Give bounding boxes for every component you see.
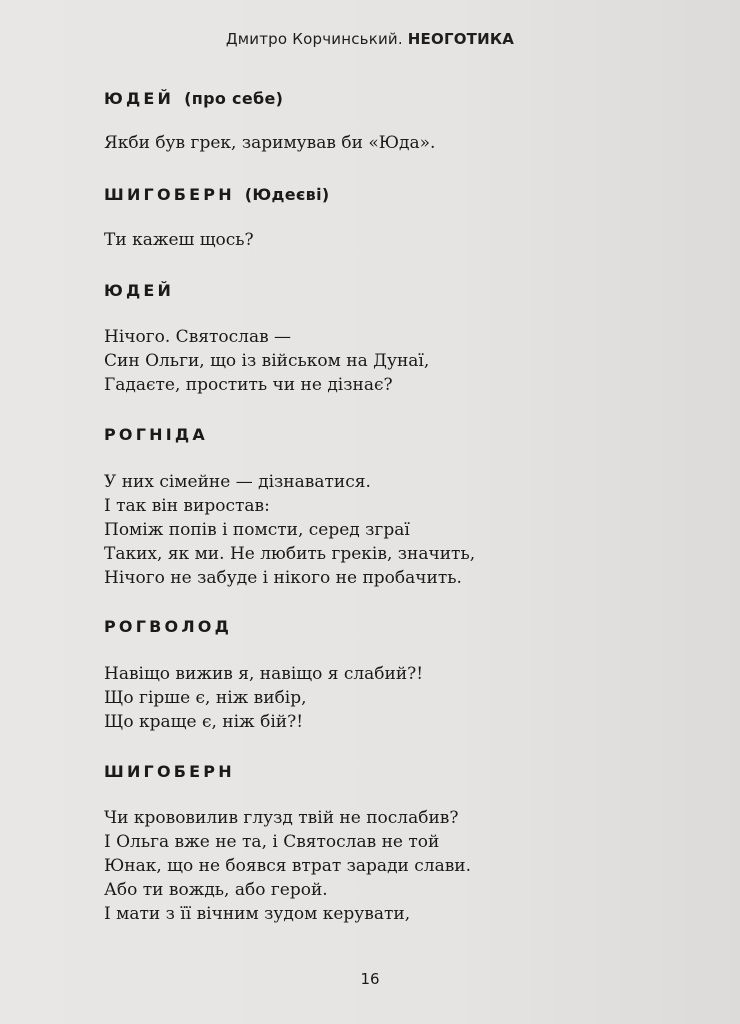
verse-line: Юнак, що не боявся втрат заради слави. [104,856,472,876]
running-header [0,30,740,48]
verse-line: Чи крововилив глузд твій не послабив? [104,808,459,828]
speaker-name: ШИГОБЕРН [104,185,235,204]
speaker-heading [104,617,232,636]
speaker-name: ЮДЕЙ [104,89,175,108]
verse-line: Навіщо вижив я, навіщо я слабий?! [104,664,424,684]
speaker-name: РОГВОЛОД [104,617,233,636]
speaker-name: ШИГОБЕРН [104,762,235,781]
speaker-name: ЮДЕЙ [104,281,175,300]
verse-line: Гадаєте, простить чи не дізнає? [104,375,393,395]
speaker-heading [104,185,329,204]
speaker-heading [104,762,235,781]
stage-direction: (про себе) [184,89,284,108]
verse-line: Син Ольги, що із військом на Дунаї, [104,351,430,371]
stanza [104,228,254,252]
header-title: НЕОГОТИКА [407,30,515,48]
speaker-heading [104,89,283,108]
verse-line: Або ти вождь, або герой. [104,880,328,900]
verse-line: Що гірше є, ніж вибір, [104,688,307,708]
speaker-heading [104,425,208,444]
stanza [104,806,471,926]
verse-line: У них сімейне — дізнаватися. [104,472,371,492]
stanza [104,470,475,590]
verse-line: Поміж попів і помсти, серед зграї [104,520,410,540]
stanza [104,325,429,397]
verse-line: Нічого не забуде і нікого не пробачить. [104,568,462,588]
verse-line: Ти кажеш щось? [104,230,254,250]
verse-line: Таких, як ми. Не любить греків, значить, [104,544,476,564]
stanza [104,131,435,155]
header-author: Дмитро Корчинський. [225,30,403,48]
verse-line: Що краще є, ніж бій?! [104,712,304,732]
verse-line: І мати з її вічним зудом керувати, [104,904,411,924]
stanza [104,662,423,734]
stage-direction: (Юдеєві) [244,185,330,204]
speaker-name: РОГНІДА [104,425,208,444]
speaker-heading [104,281,174,300]
verse-line: Якби був грек, заримував би «Юда». [104,133,436,153]
verse-line: І Ольга вже не та, і Святослав не той [104,832,440,852]
page-number: 16 [360,970,380,988]
verse-line: Нічого. Святослав — [104,327,292,347]
verse-line: І так він виростав: [104,496,270,516]
